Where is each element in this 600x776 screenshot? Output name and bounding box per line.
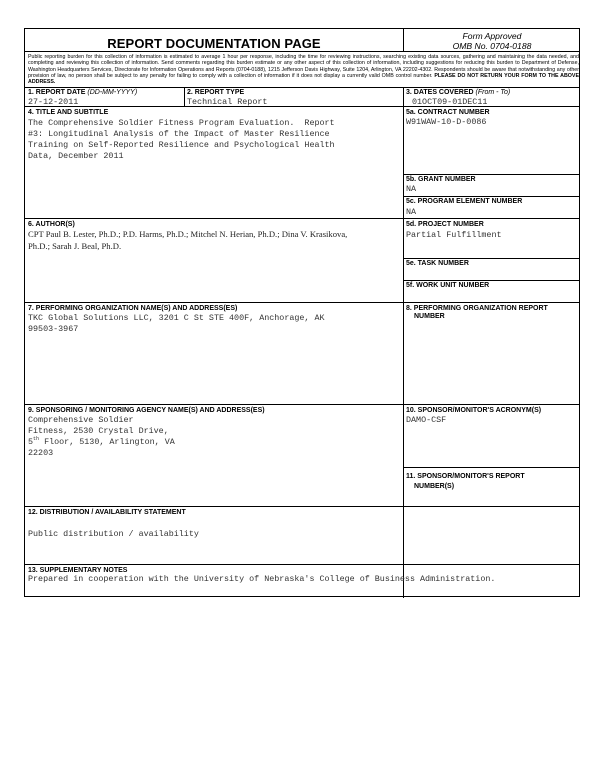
burden-statement [28, 54, 579, 85]
report-type-label: 2. REPORT TYPE [187, 89, 245, 96]
title-label: 4. TITLE AND SUBTITLE [28, 109, 109, 116]
page-title: REPORT DOCUMENTATION PAGE [107, 36, 321, 51]
authors-label: 6. AUTHOR(S) [28, 221, 75, 228]
report-type-value: Technical Report [187, 97, 268, 107]
performing-report-label-1: 8. PERFORMING ORGANIZATION REPORT [406, 305, 548, 312]
report-documentation-form [24, 28, 580, 597]
rule [403, 467, 579, 468]
title-line-4: Data, December 2011 [28, 151, 124, 161]
distribution-value: Public distribution / availability [28, 529, 199, 539]
burden-rule [25, 87, 579, 88]
rule [403, 196, 579, 197]
performing-org-line-2: 99503-3967 [28, 324, 79, 334]
grant-label: 5b. GRANT NUMBER [406, 176, 476, 183]
distribution-label: 12. DISTRIBUTION / AVAILABILITY STATEMENT [28, 509, 186, 516]
contract-label: 5a. CONTRACT NUMBER [406, 109, 490, 116]
sponsoring-line-3: 5th Floor, 5130, Arlington, VA [28, 436, 175, 447]
sponsoring-line-1: Comprehensive Soldier [28, 415, 134, 425]
title-line-1: The Comprehensive Soldier Fitness Program Evaluation. Report [28, 118, 335, 128]
task-label: 5e. TASK NUMBER [406, 260, 469, 267]
header-rule [25, 51, 579, 52]
rule [25, 506, 579, 507]
rule [403, 280, 579, 281]
supplementary-value: Prepared in cooperation with the University of Nebraska's College of Business Administration. [28, 574, 496, 584]
rule [403, 258, 579, 259]
rule [403, 174, 579, 175]
report-date-label: 1. REPORT DATE (DD-MM-YYYY) [28, 89, 138, 96]
program-element-label: 5c. PROGRAM ELEMENT NUMBER [406, 198, 523, 205]
title-line-3: Training on Self-Reported Resilience and Psychological Health [28, 140, 335, 150]
supplementary-label: 13. SUPPLEMENTARY NOTES [28, 567, 128, 574]
rule [25, 302, 579, 303]
sponsor-report-label-2: NUMBER(S) [414, 483, 455, 490]
sponsor-report-label-1: 11. SPONSOR/MONITOR'S REPORT [406, 473, 525, 480]
omb-number: OMB No. 0704-0188 [452, 41, 532, 51]
rule [25, 404, 579, 405]
contract-value: W91WAW-10-D-0086 [406, 117, 487, 127]
sponsoring-line-4: 22203 [28, 448, 54, 458]
grant-value: NA [406, 184, 417, 194]
performing-report-label-2: NUMBER [414, 313, 445, 320]
sponsoring-label: 9. SPONSORING / MONITORING AGENCY NAME(S) AND ADDRESS(ES) [28, 407, 265, 414]
project-label: 5d. PROJECT NUMBER [406, 221, 484, 228]
acronym-value: DAMO-CSF [406, 415, 447, 425]
burden-warning: PLEASE DO NOT RETURN YOUR FORM TO THE ABOVE ADDRESS. [28, 72, 579, 86]
rule [25, 564, 579, 565]
rule [25, 106, 579, 107]
acronym-label: 10. SPONSOR/MONITOR'S ACRONYM(S) [406, 407, 542, 414]
rule [25, 218, 579, 219]
dates-covered-value: 01OCT09-01DEC11 [412, 97, 488, 107]
sponsoring-line-2: Fitness, 2530 Crystal Drive, [28, 426, 169, 436]
authors-line-1: CPT Paul B. Lester, Ph.D.; P.D. Harms, Ph.D.; Mitchel N. Herian, Ph.D.; Dina V. Krasikova, [28, 229, 348, 239]
authors-line-2: Ph.D.; Sarah J. Beal, Ph.D. [28, 241, 122, 251]
program-element-value: NA [406, 207, 417, 217]
project-value: Partial Fulfillment [406, 230, 502, 240]
title-line-2: #3: Longitudinal Analysis of the Impact of Master Resilience [28, 129, 330, 139]
performing-org-label: 7. PERFORMING ORGANIZATION NAME(S) AND ADDRESS(ES) [28, 305, 238, 312]
report-date-value: 27-12-2011 [28, 97, 79, 107]
right-column-divider [403, 87, 404, 598]
form-approved-label: Form Approved [462, 31, 522, 41]
dates-covered-label: 3. DATES COVERED (From - To) [406, 89, 511, 96]
burden-text: Public reporting burden for this collection of information is estimated to average 1 hour per response, including the time for reviewing instructions, searching existing data sources, gathering and maintaining the data needed, and completing and reviewing this collection of information. Send comments regarding this burden estimate or any other aspect of this collection of information, including suggestions for reducing this burden to Department of Defense, Washington Headquarters Services, Directorate for Information Operations and Reports (0704-0188), 1215 Jefferson Davis Highway, Suite 1204, Arlington, VA 22202-4302. Respondents should be aware that notwithstanding any other provision of law, no person shall be subject to any penalty for failing to comply with a collection of information if it does not display a currently valid OMB control number. [28, 54, 579, 79]
divider [184, 87, 185, 106]
performing-org-line-1: TKC Global Solutions LLC, 3201 C St STE 400F, Anchorage, AK [28, 313, 325, 323]
work-unit-label: 5f. WORK UNIT NUMBER [406, 282, 490, 289]
